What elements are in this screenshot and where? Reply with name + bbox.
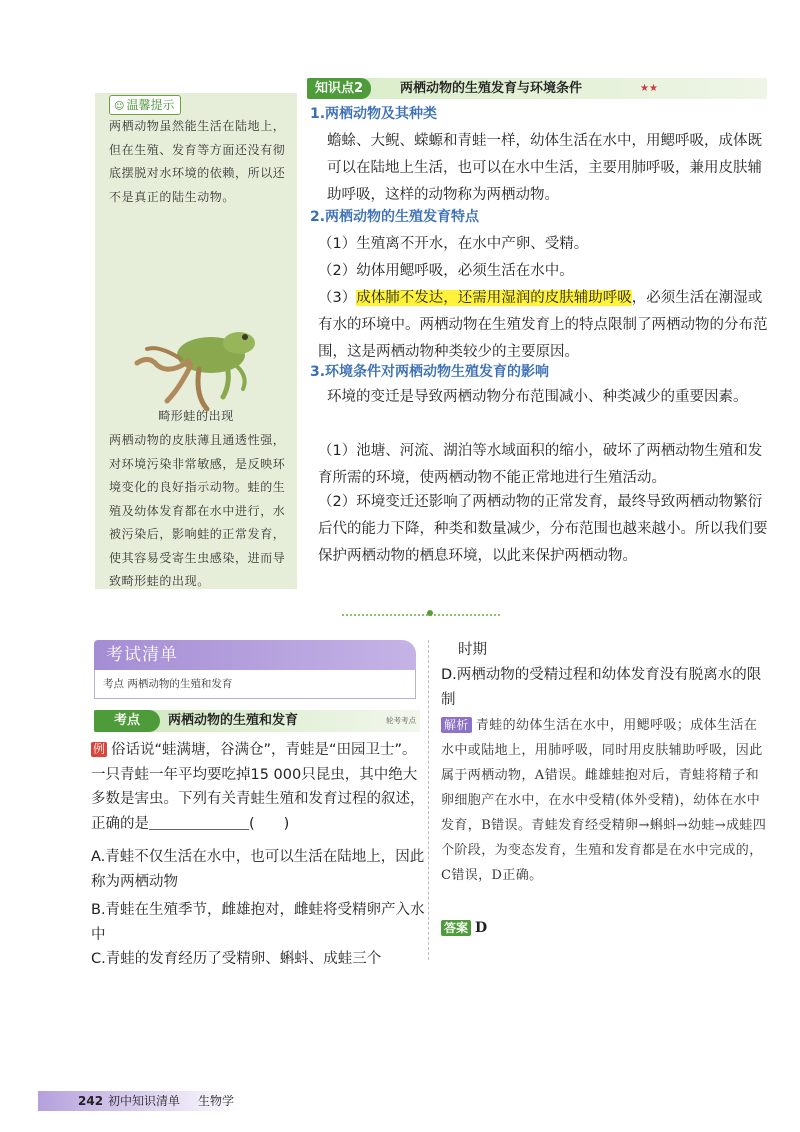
item-3-prefix: （3）	[318, 290, 357, 306]
importance-stars-icon: ★★	[640, 83, 658, 94]
deformed-frog-image	[119, 305, 279, 415]
section-1-text: 蟾蜍、大鲵、蝾螈和青蛙一样，幼体生活在水中，用鳃呼吸，成体既可以在陆地上生活，也可以在水中生活，主要用肺呼吸，兼用皮肤辅助呼吸，这样的动物称为两栖动物。	[327, 133, 762, 203]
section-2-item-2: （2）幼体用鳃呼吸，必须生活在水中。	[318, 263, 574, 279]
figure-text: 两栖动物的皮肤薄且通透性强，对环境污染非常敏感，是反映环境变化的良好指示动物。蛙的生殖及幼体发育都在水中进行，水被污染后，影响蛙的正常发育，使其容易受寄生虫感染，进而导致畸形蛙的出现。	[109, 433, 286, 588]
analysis-text	[441, 713, 767, 888]
option-d: D.两栖动物的受精过程和幼体发育没有脱离水的限制	[441, 667, 762, 708]
analysis-body: 青蛙的幼体生活在水中，用鳃呼吸；成体生活在水中或陆地上，用肺呼吸，同时用皮肤辅助呼吸，因此属于两栖动物，A错误。雌雄蛙抱对后，青蛙将精子和卵细胞产在水中，在水中受精(体外受精)，幼体在水中发育，B错误。青蛙发育经受精卵→蝌蚪→幼蛙→成蛙四个阶段，为变态发育，生殖和发育都是在水中完成的，C错误，D正确。	[441, 718, 767, 883]
exam-point-note: 轮考考点	[386, 716, 416, 725]
bulb-icon: ☺	[114, 101, 125, 112]
subject-name: 生物学	[198, 1094, 235, 1108]
exam-list-subtitle-box	[94, 670, 416, 699]
exam-list-subtitle: 考点 两栖动物的生殖和发育	[103, 678, 233, 690]
item-3-rest: ，必须生活在潮湿或有水的环境中。两栖动物在生殖发育上的特点限制了两栖动物的分布范围，这是两栖动物种类较少的主要原因。	[318, 290, 768, 360]
answer-blank	[149, 815, 249, 830]
question-text: 俗话说“蛙满塘，谷满仓”，青蛙是“田园卫士”。一只青蛙一年平均要吃掉15 000只昆虫，其中绝大多数是害虫。下列有关青蛙生殖和发育过程的叙述，正确的是	[91, 742, 425, 832]
section-2-item-1: （1）生殖离不开水，在水中产卵、受精。	[318, 236, 589, 252]
exam-list-header	[94, 640, 416, 670]
tip-text: 两栖动物虽然能生活在陆地上，但在生殖、发育等方面还没有彻底摆脱对水环境的依赖，所以还不是真正的陆生动物。	[109, 119, 286, 204]
page-number: 242	[78, 1094, 104, 1108]
section-3-intro: 环境的变迁是导致两栖动物分布范围减小、种类减少的重要因素。	[327, 389, 748, 405]
tip-label-text: 温馨提示	[126, 98, 175, 112]
analysis-tag: 解析	[441, 717, 472, 733]
example-tag: 例	[93, 742, 106, 756]
knowledge-point-banner	[307, 78, 767, 99]
option-a: A.青蛙不仅生活在水中，也可以生活在陆地上，因此称为两栖动物	[91, 849, 425, 890]
section-3-heading: 3.环境条件对两栖动物生殖发育的影响	[310, 364, 550, 380]
divider-dot	[427, 610, 433, 616]
exam-list-title: 考试清单	[106, 645, 178, 665]
answer-tag: 答案	[441, 920, 471, 936]
exam-point-tag: 考点	[94, 710, 160, 732]
option-c-continued: 时期	[458, 642, 487, 658]
knowledge-point-title: 两栖动物的生殖发育与环境条件	[400, 81, 583, 96]
tip-sidebar	[95, 93, 297, 589]
answer-paren: ( )	[249, 815, 290, 832]
exam-point-bar	[94, 710, 420, 732]
tip-label	[109, 95, 181, 115]
section-2-item-3	[318, 285, 770, 366]
answer-value: D	[475, 920, 488, 936]
option-b: B.青蛙在生殖季节，雌雄抱对，雌蛙将受精卵产入水中	[91, 902, 425, 943]
section-2-heading: 2.两栖动物的生殖发育特点	[310, 209, 480, 225]
section-divider	[342, 614, 500, 616]
example-question	[91, 738, 425, 836]
book-title: 初中知识清单	[108, 1094, 181, 1108]
highlighted-text: 成体肺不发达，还需用湿润的皮肤辅助呼吸	[356, 290, 632, 306]
section-3-item-1: （1）池塘、河流、湖泊等水域面积的缩小，破坏了两栖动物生殖和发育所需的环境，使两栖动物不能正常地进行生殖活动。	[318, 443, 763, 486]
knowledge-point-tag: 知识点2	[307, 78, 371, 99]
section-1-heading: 1.两栖动物及其种类	[310, 106, 438, 122]
answer-line	[441, 917, 487, 939]
option-c: C.青蛙的发育经历了受精卵、蝌蚪、成蛙三个	[91, 951, 382, 967]
figure-caption: 畸形蛙的出现	[158, 409, 234, 423]
section-3-item-2: （2）环境变迁还影响了两栖动物的正常发育，最终导致两栖动物繁衍后代的能力下降，种类和数量减少，分布范围也越来越小。所以我们要保护两栖动物的栖息环境，以此来保护两栖动物。	[318, 494, 768, 564]
exam-point-title: 两栖动物的生殖和发育	[168, 713, 299, 728]
column-divider	[428, 640, 429, 960]
